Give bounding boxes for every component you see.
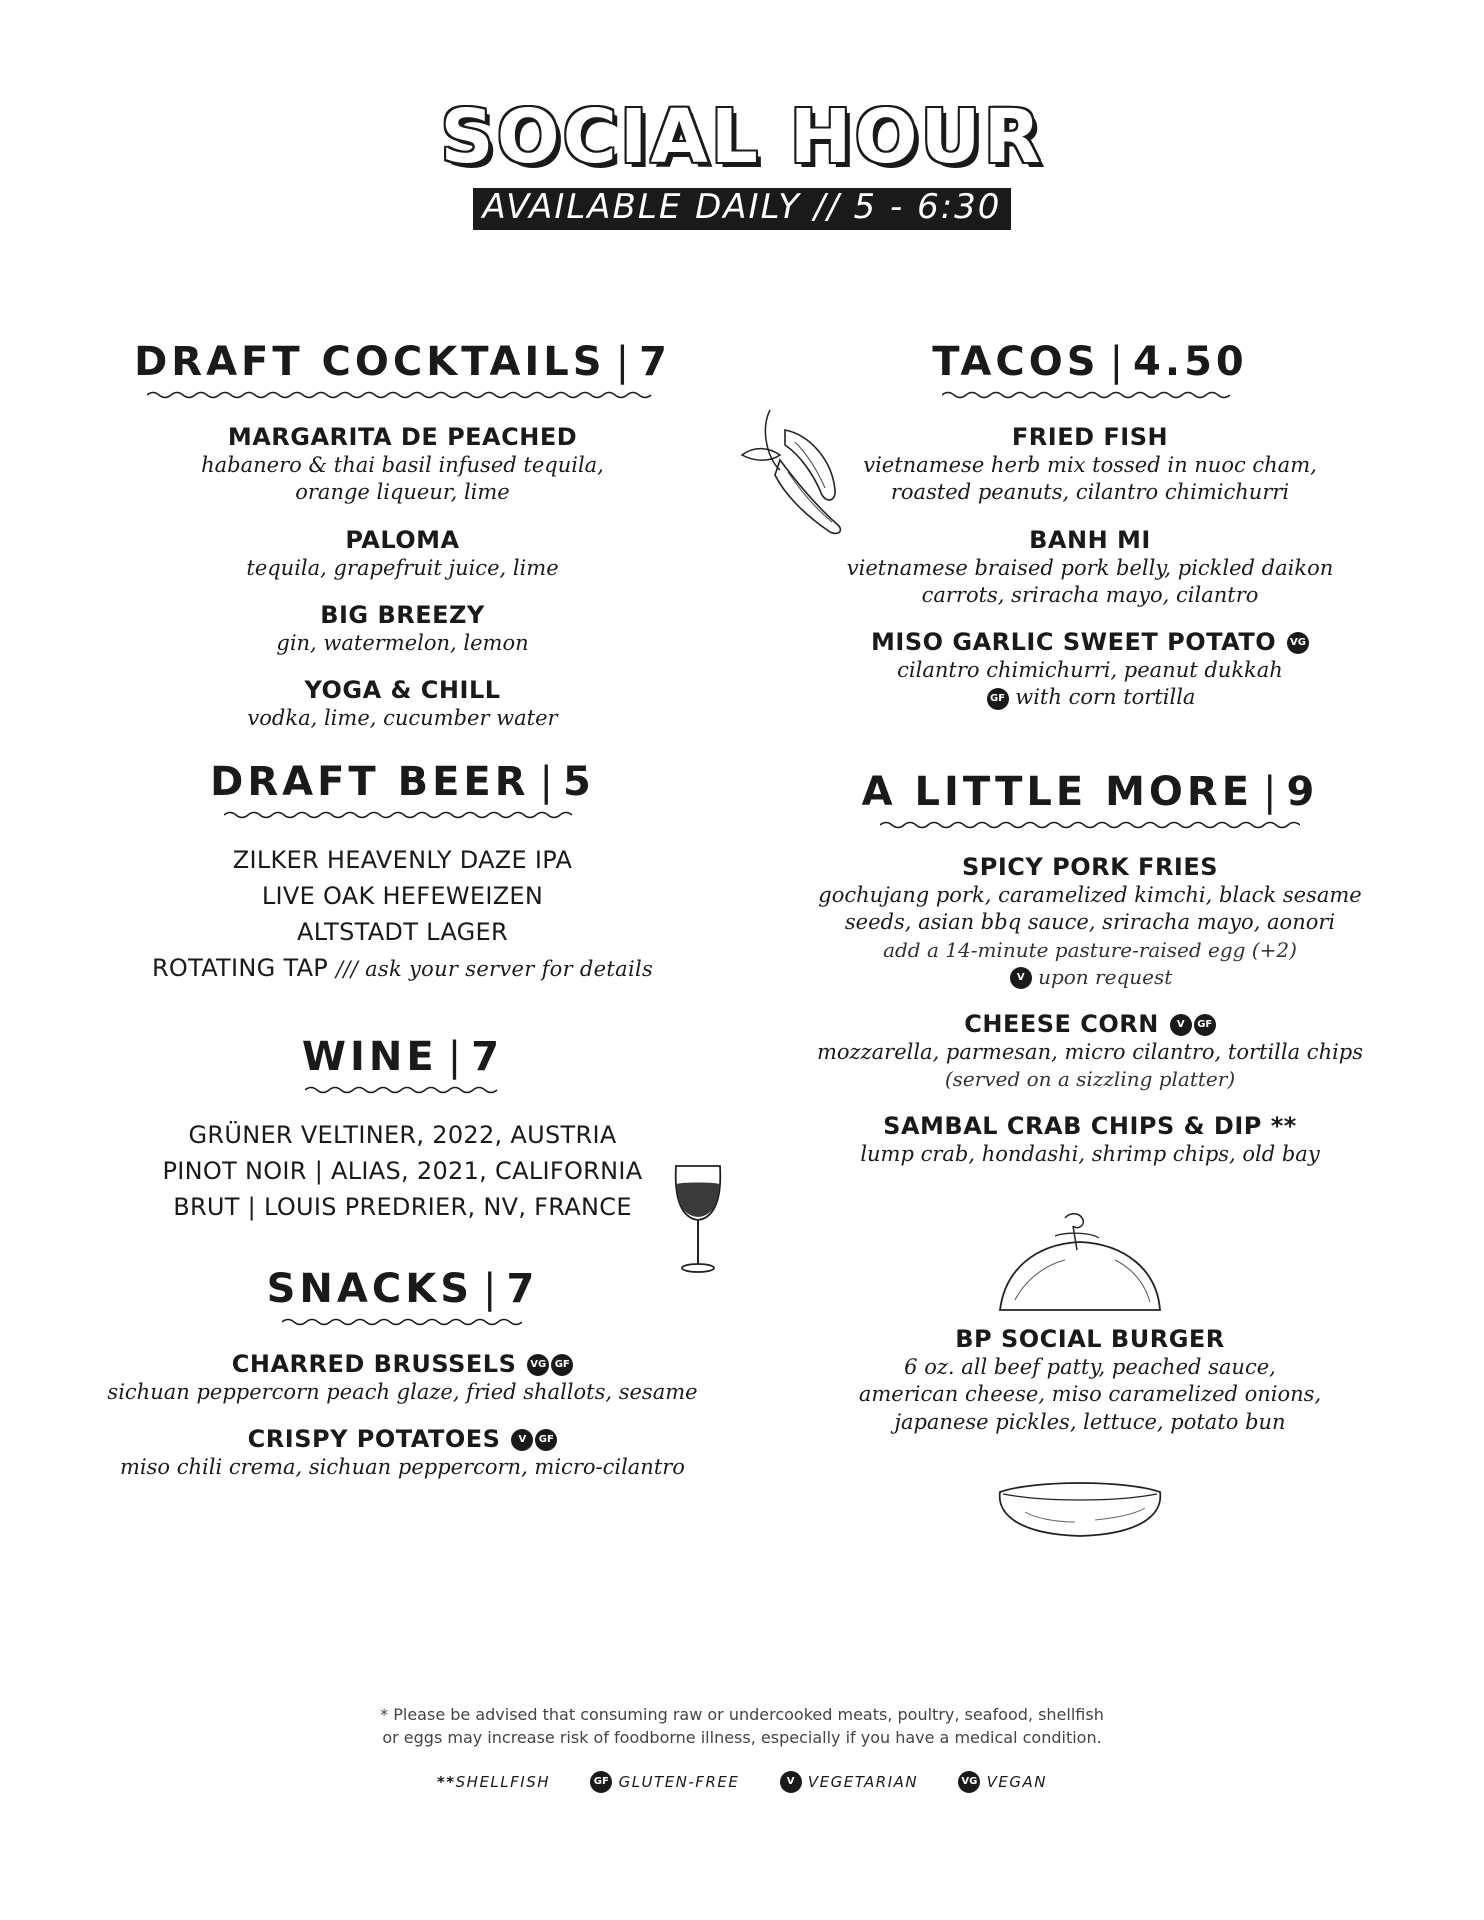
legend-vegetarian [778, 1773, 919, 1791]
page-title: SOCIAL HOUR [440, 94, 1044, 180]
item-name: SAMBAL CRAB CHIPS & DIP [883, 1111, 1262, 1140]
shellfish-marker: ** [436, 1772, 456, 1791]
item-description: tequila, grapefruit juice, lime [246, 555, 559, 580]
menu-item [810, 627, 1370, 712]
separator: | [447, 1034, 462, 1080]
left-column [105, 339, 700, 1500]
menu-item [810, 422, 1370, 507]
separator: | [615, 339, 630, 385]
section-title: DRAFT BEER [210, 759, 530, 805]
menu-item [810, 1111, 1370, 1168]
legend-label: VEGETARIAN [807, 1772, 919, 1791]
menu-item [810, 1009, 1370, 1093]
item-name: MARGARITA DE PEACHED [227, 423, 578, 451]
wavy-underline [224, 810, 580, 820]
section-price: 4.50 [1133, 339, 1248, 385]
shellfish-marker: ** [1270, 1111, 1297, 1140]
menu-item [105, 1424, 700, 1481]
wine-glass-icon [668, 1160, 728, 1280]
item-name: YOGA & CHILL [304, 676, 501, 705]
menu-item [105, 675, 700, 732]
separator: | [1263, 769, 1277, 815]
section-price: 9 [1286, 769, 1319, 815]
section-wine [105, 1034, 700, 1269]
item-description: sichuan peppercorn peach glaze, fried shallots, sesame [107, 1380, 698, 1404]
section-title: WINE [301, 1034, 438, 1080]
beer-item: ALTSTADT LAGER [297, 918, 508, 946]
section-price: 7 [506, 1266, 539, 1312]
item-description: american cheese, miso caramelized onions, [858, 1382, 1322, 1407]
section-draft-beer [105, 759, 700, 1037]
vegetarian-badge-icon: V [1170, 1014, 1192, 1036]
separator: | [1109, 339, 1124, 385]
gluten-free-badge-icon: GF [551, 1354, 573, 1376]
item-name: CHEESE CORN [964, 1009, 1159, 1038]
beer-item: ZILKER HEAVENLY DAZE IPA [232, 846, 573, 874]
legend-vegan [956, 1773, 1047, 1791]
section-heading [266, 1266, 539, 1327]
wavy-underline [282, 1317, 522, 1327]
item-note: with corn tortilla [1015, 685, 1196, 710]
item-name: BANH MI [1029, 525, 1151, 554]
item-description: 6 oz. all beef patty, peached sauce, [904, 1355, 1276, 1380]
disclaimer-line: * Please be advised that consuming raw or undercooked meats, poultry, seafood, shellfish [380, 1705, 1104, 1724]
beer-item [105, 950, 700, 986]
item-name: FRIED FISH [1011, 423, 1169, 451]
item-note: upon request [1038, 964, 1173, 989]
menu-item [105, 525, 700, 582]
vegan-badge-icon: VG [527, 1354, 549, 1376]
section-tacos [810, 339, 1370, 772]
section-heading [301, 1034, 504, 1095]
availability-banner: AVAILABLE DAILY // 5 - 6:30 [473, 188, 1012, 230]
disclaimer-line: or eggs may increase risk of foodborne illness, especially if you have a medical condition. [382, 1728, 1102, 1748]
wavy-underline [305, 1085, 499, 1095]
gluten-free-badge-icon: GF [1194, 1014, 1216, 1036]
item-description: japanese pickles, lettuce, potato bun [894, 1409, 1286, 1434]
item-name: MISO GARLIC SWEET POTATO [871, 628, 1277, 657]
section-heading [134, 339, 671, 400]
wine-item: GRÜNER VELTINER, 2022, AUSTRIA [188, 1121, 617, 1149]
section-title: DRAFT COCKTAILS [134, 339, 606, 385]
legend-label: SHELLFISH [455, 1772, 551, 1791]
gluten-free-badge-icon: GF [535, 1429, 557, 1451]
legend-label: VEGAN [986, 1772, 1048, 1791]
separator: | [483, 1266, 497, 1312]
section-title: TACOS [932, 339, 1100, 385]
item-description: habanero & thai basil infused tequila, [201, 453, 604, 477]
item-description: cilantro chimichurri, peanut dukkah [897, 658, 1283, 683]
item-name: BIG BREEZY [320, 600, 485, 629]
wavy-underline [147, 390, 657, 400]
section-snacks [105, 1266, 700, 1482]
item-description: vodka, lime, cucumber water [247, 706, 558, 731]
section-heading [210, 759, 595, 820]
section-draft-cocktails [105, 339, 700, 762]
gluten-free-badge-icon: GF [590, 1771, 612, 1793]
section-price: 7 [639, 339, 671, 385]
item-description: orange liqueur, lime [295, 480, 510, 505]
vegan-badge-icon: VG [1287, 632, 1309, 654]
dietary-legend [0, 1771, 1484, 1793]
burger-top-bun-icon [995, 1210, 1165, 1320]
burger-bottom-bun-icon [995, 1472, 1165, 1542]
item-description: roasted peanuts, cilantro chimichurri [890, 480, 1290, 505]
allergy-disclaimer [0, 1703, 1484, 1749]
menu-item [810, 1324, 1370, 1436]
vegetarian-badge-icon: V [780, 1771, 802, 1793]
item-name: PALOMA [345, 525, 460, 554]
section-heading [861, 769, 1319, 830]
menu-item [105, 600, 700, 657]
item-description: gochujang pork, caramelized kimchi, black sesame [818, 883, 1362, 907]
vegetarian-badge-icon: V [1010, 967, 1032, 989]
rotating-tap-label: ROTATING TAP [151, 954, 329, 982]
section-a-little-more [810, 769, 1370, 1436]
legend-label: GLUTEN-FREE [618, 1772, 740, 1791]
item-description: miso chili crema, sichuan peppercorn, micro-cilantro [120, 1455, 685, 1480]
menu-item [105, 1349, 700, 1406]
legend-shellfish [437, 1773, 550, 1791]
item-description: vietnamese braised pork belly, pickled daikon [846, 555, 1334, 580]
item-note: (served on a sizzling platter) [944, 1066, 1236, 1091]
item-description: lump crab, hondashi, shrimp chips, old bay [860, 1141, 1320, 1166]
rotating-tap-note: /// ask your server for details [336, 957, 654, 981]
wavy-underline [942, 390, 1238, 400]
vegan-badge-icon: VG [958, 1771, 980, 1793]
item-description: carrots, sriracha mayo, cilantro [921, 582, 1259, 607]
legend-gluten-free [588, 1773, 739, 1791]
separator: | [539, 759, 554, 805]
item-name: CRISPY POTATOES [247, 1425, 501, 1454]
section-price: 5 [563, 759, 595, 805]
section-title: SNACKS [266, 1266, 474, 1312]
vegetarian-badge-icon: V [511, 1429, 533, 1451]
item-name: CHARRED BRUSSELS [231, 1350, 517, 1378]
gluten-free-badge-icon: GF [987, 688, 1009, 710]
beer-item: LIVE OAK HEFEWEIZEN [261, 882, 544, 910]
item-name: SPICY PORK FRIES [961, 853, 1219, 881]
section-title: A LITTLE MORE [861, 769, 1254, 815]
item-description: mozzarella, parmesan, micro cilantro, tortilla chips [816, 1039, 1364, 1064]
menu-item [810, 525, 1370, 610]
item-name: BP SOCIAL BURGER [955, 1325, 1225, 1354]
section-heading [932, 339, 1248, 400]
section-price: 7 [471, 1034, 504, 1080]
wine-item: PINOT NOIR | ALIAS, 2021, CALIFORNIA [162, 1157, 643, 1185]
wavy-underline [880, 820, 1300, 830]
menu-header [0, 94, 1484, 230]
item-description: gin, watermelon, lemon [276, 630, 529, 655]
item-description: seeds, asian bbq sauce, sriracha mayo, aonori [844, 910, 1336, 935]
menu-item [105, 422, 700, 507]
wine-item: BRUT | LOUIS PREDRIER, NV, FRANCE [173, 1193, 632, 1221]
item-note: add a 14-minute pasture-raised egg (+2) [883, 937, 1297, 962]
chili-pepper-icon [740, 400, 860, 540]
item-description: vietnamese herb mix tossed in nuoc cham, [863, 453, 1317, 477]
menu-item [810, 852, 1370, 991]
